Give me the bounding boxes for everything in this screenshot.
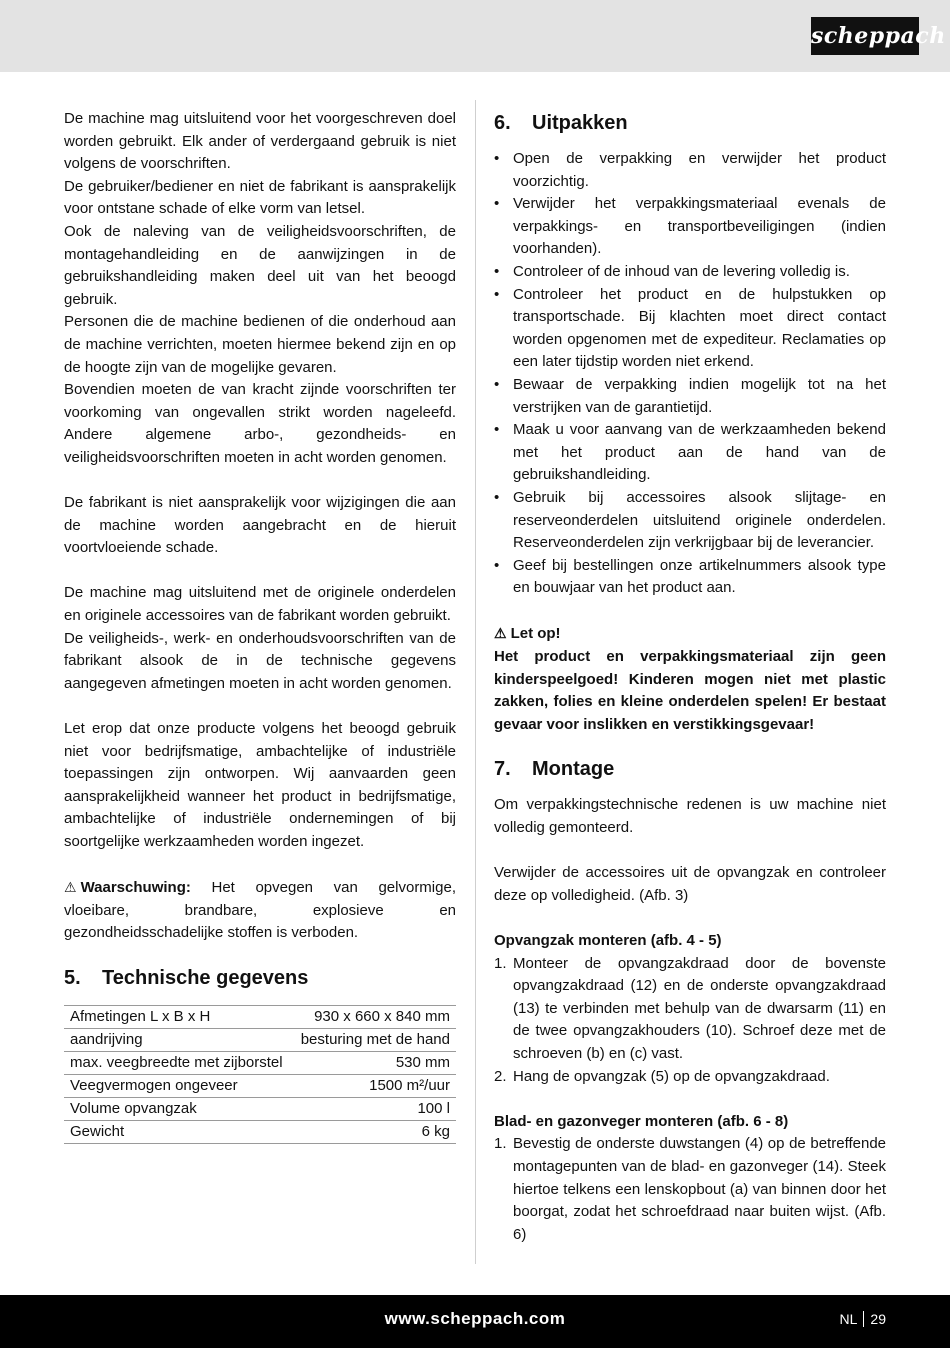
list-item: • Maak u voor aanvang van de werkzaamheden bekend met het product aan de hand van de gebruikshandleiding. [494,419,886,487]
list-item: • Controleer of de inhoud van de levering volledig is. [494,261,886,284]
website-url: www.scheppach.com [384,1309,566,1328]
spec-table [64,1005,456,1144]
subheading: Blad- en gazonveger monteren (afb. 6 - 8) [494,1112,789,1130]
scheppach-logo: scheppach [811,17,919,55]
paragraph: De gebruiker/bediener en niet de fabrikant is aansprakelijk voor ontstane schade of elke vorm van letsel. [64,177,456,218]
paragraph: De machine mag uitsluitend voor het voorgeschreven doel worden gebruikt. Elk ander of verdergaand gebruik is niet volgens de voorschriften. [64,110,456,173]
section-title: Montage [532,758,615,781]
left-column [64,108,456,1144]
spec-row [64,1074,456,1097]
list-item: • Verwijder het verpakkingsmateriaal evenals de verpakkings- en transportbeveiligingen (indien voorhanden). [494,193,886,261]
warning-label: Waarschuwing: [80,879,191,897]
step-list [494,1133,886,1246]
step-item [494,953,886,1066]
spec-row [64,1097,456,1120]
page-indicator [840,1311,886,1327]
spec-value: 930 x 660 x 840 mm [292,1005,456,1028]
spec-row [64,1028,456,1051]
step-item [494,1066,886,1089]
step-number: 1. [494,954,507,972]
page-number: 29 [870,1311,886,1327]
paragraph: Personen die de machine bedienen of die onderhoud aan de machine verrichten, moeten hiermee bekend zijn en op de hoogte zijn van de mogelijke gevaren. [64,313,456,376]
caution-text: Het product en verpakkingsmateriaal zijn geen kinderspeelgoed! Kinderen mogen niet met plastic zakken, folies en kleine onderdelen spelen! Er bestaat gevaar voor inslikken en verstikkingsgevaar! [494,648,886,733]
section-number: 5. [64,966,81,989]
caution-label: Let op! [510,625,561,643]
spec-label: Afmetingen L x B x H [64,1005,292,1028]
spec-row [64,1051,456,1074]
step-number: 2. [494,1067,507,1085]
footer-bar [0,1295,950,1348]
spec-value: 1500 m²/uur [292,1074,456,1097]
warning-paragraph [64,876,456,945]
section-heading-6 [494,110,886,136]
paragraph: Bovendien moeten de van kracht zijnde voorschriften ter voorkoming van ongevallen strikt worden nageleefd. Andere algemene arbo-, gezondheids- en veiligheidsvoorschriften moeten in acht worden genomen. [64,381,456,466]
list-item: • Geef bij bestellingen onze artikelnummers alsook type en bouwjaar van het product aan. [494,555,886,600]
section-title: Technische gegevens [102,966,309,989]
caution-heading [494,622,886,646]
spec-label: max. veegbreedte met zijborstel [64,1051,292,1074]
spec-value: 6 kg [292,1120,456,1143]
spec-label: Gewicht [64,1120,292,1143]
spec-label: Volume opvangzak [64,1097,292,1120]
paragraph: De fabrikant is niet aansprakelijk voor wijzigingen die aan de machine worden aangebracht en de hieruit voortvloeiende schade. [64,494,456,557]
spec-row [64,1005,456,1028]
list-item: • Gebruik bij accessoires alsook slijtage- en reserveonderdelen uitsluitend originele onderdelen. Reserveonderdelen zijn verkrijgbaar bij de leverancier. [494,487,886,555]
warning-text: Het opvegen van gelvormige, vloeibare, brandbare, explosieve en gezondheidsschadelijke stoffen is verboden. [64,879,456,942]
list-item: • Open de verpakking en verwijder het product voorzichtig. [494,148,886,193]
spec-value: 530 mm [292,1051,456,1074]
paragraph: De veiligheids-, werk- en onderhoudsvoorschriften van de fabrikant alsook de in de technische gegevens aangegeven afmetingen moeten in acht worden genomen. [64,629,456,692]
section-number: 7. [494,758,511,781]
spec-label: Veegvermogen ongeveer [64,1074,292,1097]
step-item [494,1133,886,1246]
step-list [494,953,886,1089]
section-title: Uitpakken [532,112,628,134]
language-code: NL [839,1311,858,1327]
subheading: Opvangzak monteren (afb. 4 - 5) [494,932,722,949]
unpack-list [494,148,886,600]
step-text: Bevestig de onderste duwstangen (4) op de betreffende montagepunten van de blad- en gazonveger (14). Steek hiertoe telkens een lenskopbout (a) van binnen door het boorgat, zodat het schroefdraad naar buiten wijst. (Afb. 6) [513,1135,886,1243]
list-item: • Bewaar de verpakking indien mogelijk tot na het verstrijken van de garantietijd. [494,374,886,419]
paragraph: Let erop dat onze producte volgens het beoogd gebruik niet voor bedrijfsmatige, ambachtelijke of industriële toepassingen zijn ontworpen. Wij aanvaarden geen aansprakelijkheid wanneer het product in bedrijfsmatige, ambachtelijke of industriële ondernemingen of bij soortgelijke werkzaamheden worden ingezet. [64,720,456,850]
warning-triangle-icon: ⚠ [494,625,507,642]
list-item: • Controleer het product en de hulpstukken op transportschade. Bij klachten moet direct contact worden opgenomen met de expediteur. Reclamaties op een later tijdstip worden niet erkend. [494,284,886,374]
section-heading-5 [64,965,456,991]
paragraph: Om verpakkingstechnische redenen is uw machine niet volledig gemonteerd. [494,796,886,837]
header-band [0,0,950,72]
paragraph: Verwijder de accessoires uit de opvangzak en controleer deze op volledigheid. (Afb. 3) [494,864,886,904]
column-divider [475,100,476,1264]
spec-value: 100 l [292,1097,456,1120]
step-number: 1. [494,1135,507,1153]
right-column [494,108,886,1246]
paragraph: Ook de naleving van de veiligheidsvoorschriften, de montagehandleiding en de aanwijzingen in de gebruikshandleiding maken deel uit van het beoogd gebruik. [64,222,456,308]
step-text: Hang de opvangzak (5) op de opvangzakdraad. [513,1067,830,1085]
spec-value: besturing met de hand [292,1028,456,1051]
paragraph: De machine mag uitsluitend met de originele onderdelen en originele accessoires van de fabrikant worden gebruikt. [64,584,456,625]
section-heading-7 [494,756,886,782]
step-text: Monteer de opvangzakdraad door de bovenste opvangzakdraad (12) en de onderste opvangzakdraad (13) te verbinden met behulp van de dwarsarm (11) en de twee opvangzakhouders (10). Schroef deze met de schroeven (b) en (c) vast. [513,954,886,1062]
spec-row [64,1120,456,1143]
warning-triangle-icon: ⚠ [64,879,77,896]
section-number: 6. [494,112,511,134]
spec-label: aandrijving [64,1028,292,1051]
